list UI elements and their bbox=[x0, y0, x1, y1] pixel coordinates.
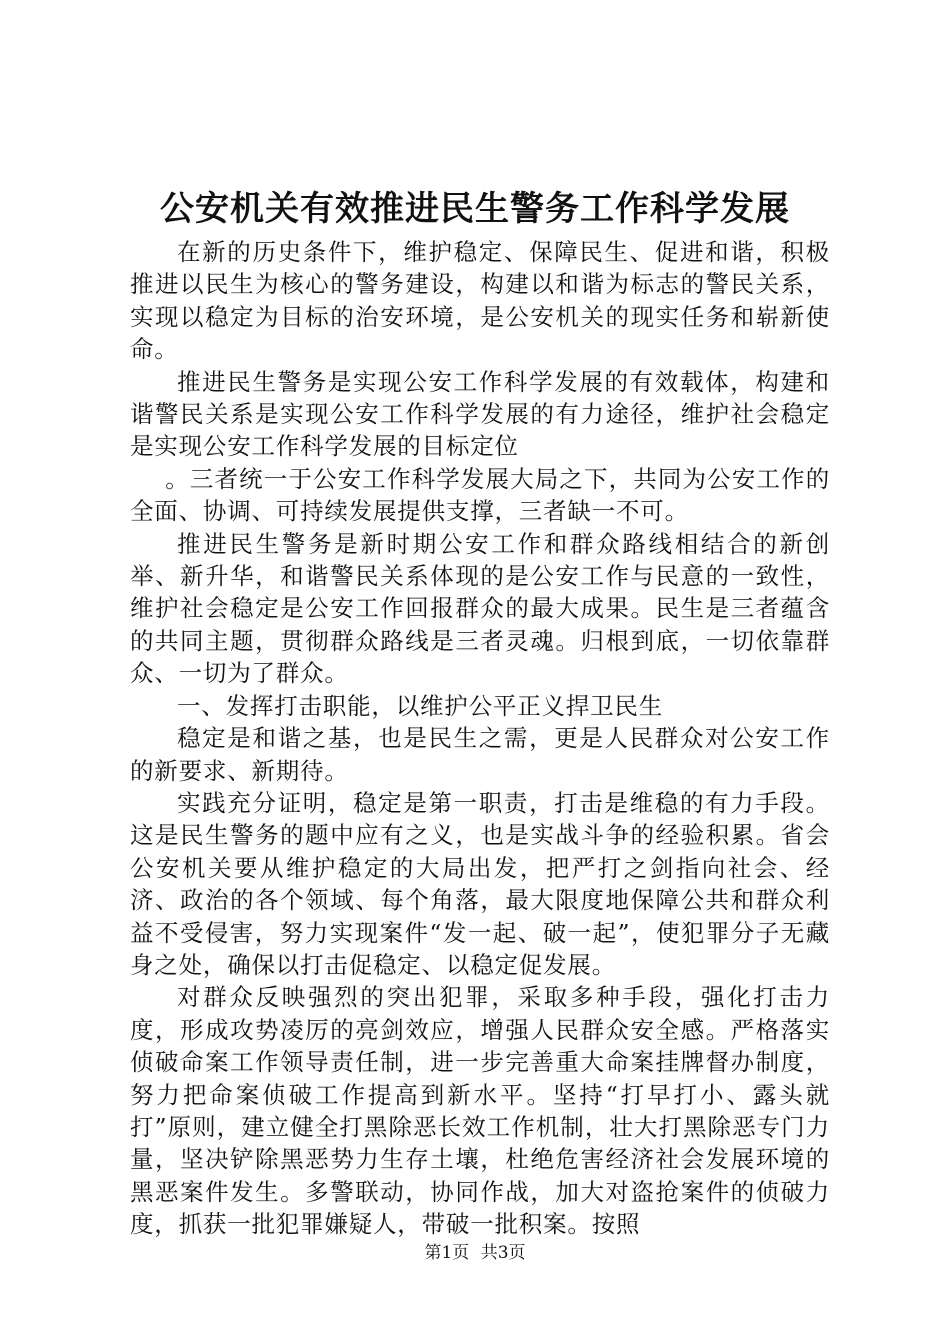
page-number: 第1页 bbox=[424, 1243, 470, 1263]
document-body bbox=[130, 236, 830, 1241]
paragraph-crime-strike: 对群众反映强烈的突出犯罪，采取多种手段，强化打击力度，形成攻势凌厉的亮剑效应，增强人民群众安全感。严格落实侦破命案工作领导责任制，进一步完善重大命案挂牌督办制度，努力把命案侦破工作提高到新水平。坚持“打早打小、露头就打”原则，建立健全打黑除恶长效工作机制，壮大打黑除恶专门力量，坚决铲除黑恶势力生存土壤，杜绝危害经济社会发展环境的黑恶案件发生。多警联动，协同作战，加大对盗抢案件的侦破力度，抓获一批犯罪嫌疑人，带破一批积案。按照 bbox=[130, 983, 830, 1239]
paragraph-carrier: 推进民生警务是实现公安工作科学发展的有效载体，构建和谐警民关系是实现公安工作科学发展的有力途径，维护社会稳定是实现公安工作科学发展的目标定位 bbox=[130, 367, 830, 461]
paragraph-practice: 实践充分证明，稳定是第一职责，打击是维稳的有力手段。这是民生警务的题中应有之义，也是实战斗争的经验积累。省会公安机关要从维护稳定的大局出发，把严打之剑指向社会、经济、政治的各个领域、每个角落，最大限度地保障公共和群众利益不受侵害，努力实现案件“发一起、破一起”，使犯罪分子无藏身之处，确保以打击促稳定、以稳定促发展。 bbox=[130, 788, 830, 979]
page-footer bbox=[0, 1242, 950, 1264]
page-total: 共3页 bbox=[480, 1243, 526, 1263]
paragraph-stability: 稳定是和谐之基，也是民生之需，更是人民群众对公安工作的新要求、新期待。 bbox=[130, 724, 830, 785]
paragraph-mass-line: 推进民生警务是新时期公安工作和群众路线相结合的新创举、新升华，和谐警民关系体现的是公安工作与民意的一致性，维护社会稳定是公安工作回报群众的最大成果。民生是三者蕴含的共同主题，贯彻群众路线是三者灵魂。归根到底，一切依靠群众、一切为了群众。 bbox=[130, 529, 830, 688]
paragraph-intro: 在新的历史条件下，维护稳定、保障民生、促进和谐，积极推进以民生为核心的警务建设，构建以和谐为标志的警民关系，实现以稳定为目标的治安环境，是公安机关的现实任务和崭新使命。 bbox=[130, 238, 830, 364]
paragraph-three-unified: 。三者统一于公安工作科学发展大局之下，共同为公安工作的全面、协调、可持续发展提供支撑，三者缺一不可。 bbox=[130, 464, 830, 526]
document-title: 公安机关有效推进民生警务工作科学发展 bbox=[160, 189, 790, 229]
section-heading-one: 一、发挥打击职能，以维护公平正义捍卫民生 bbox=[177, 691, 663, 720]
